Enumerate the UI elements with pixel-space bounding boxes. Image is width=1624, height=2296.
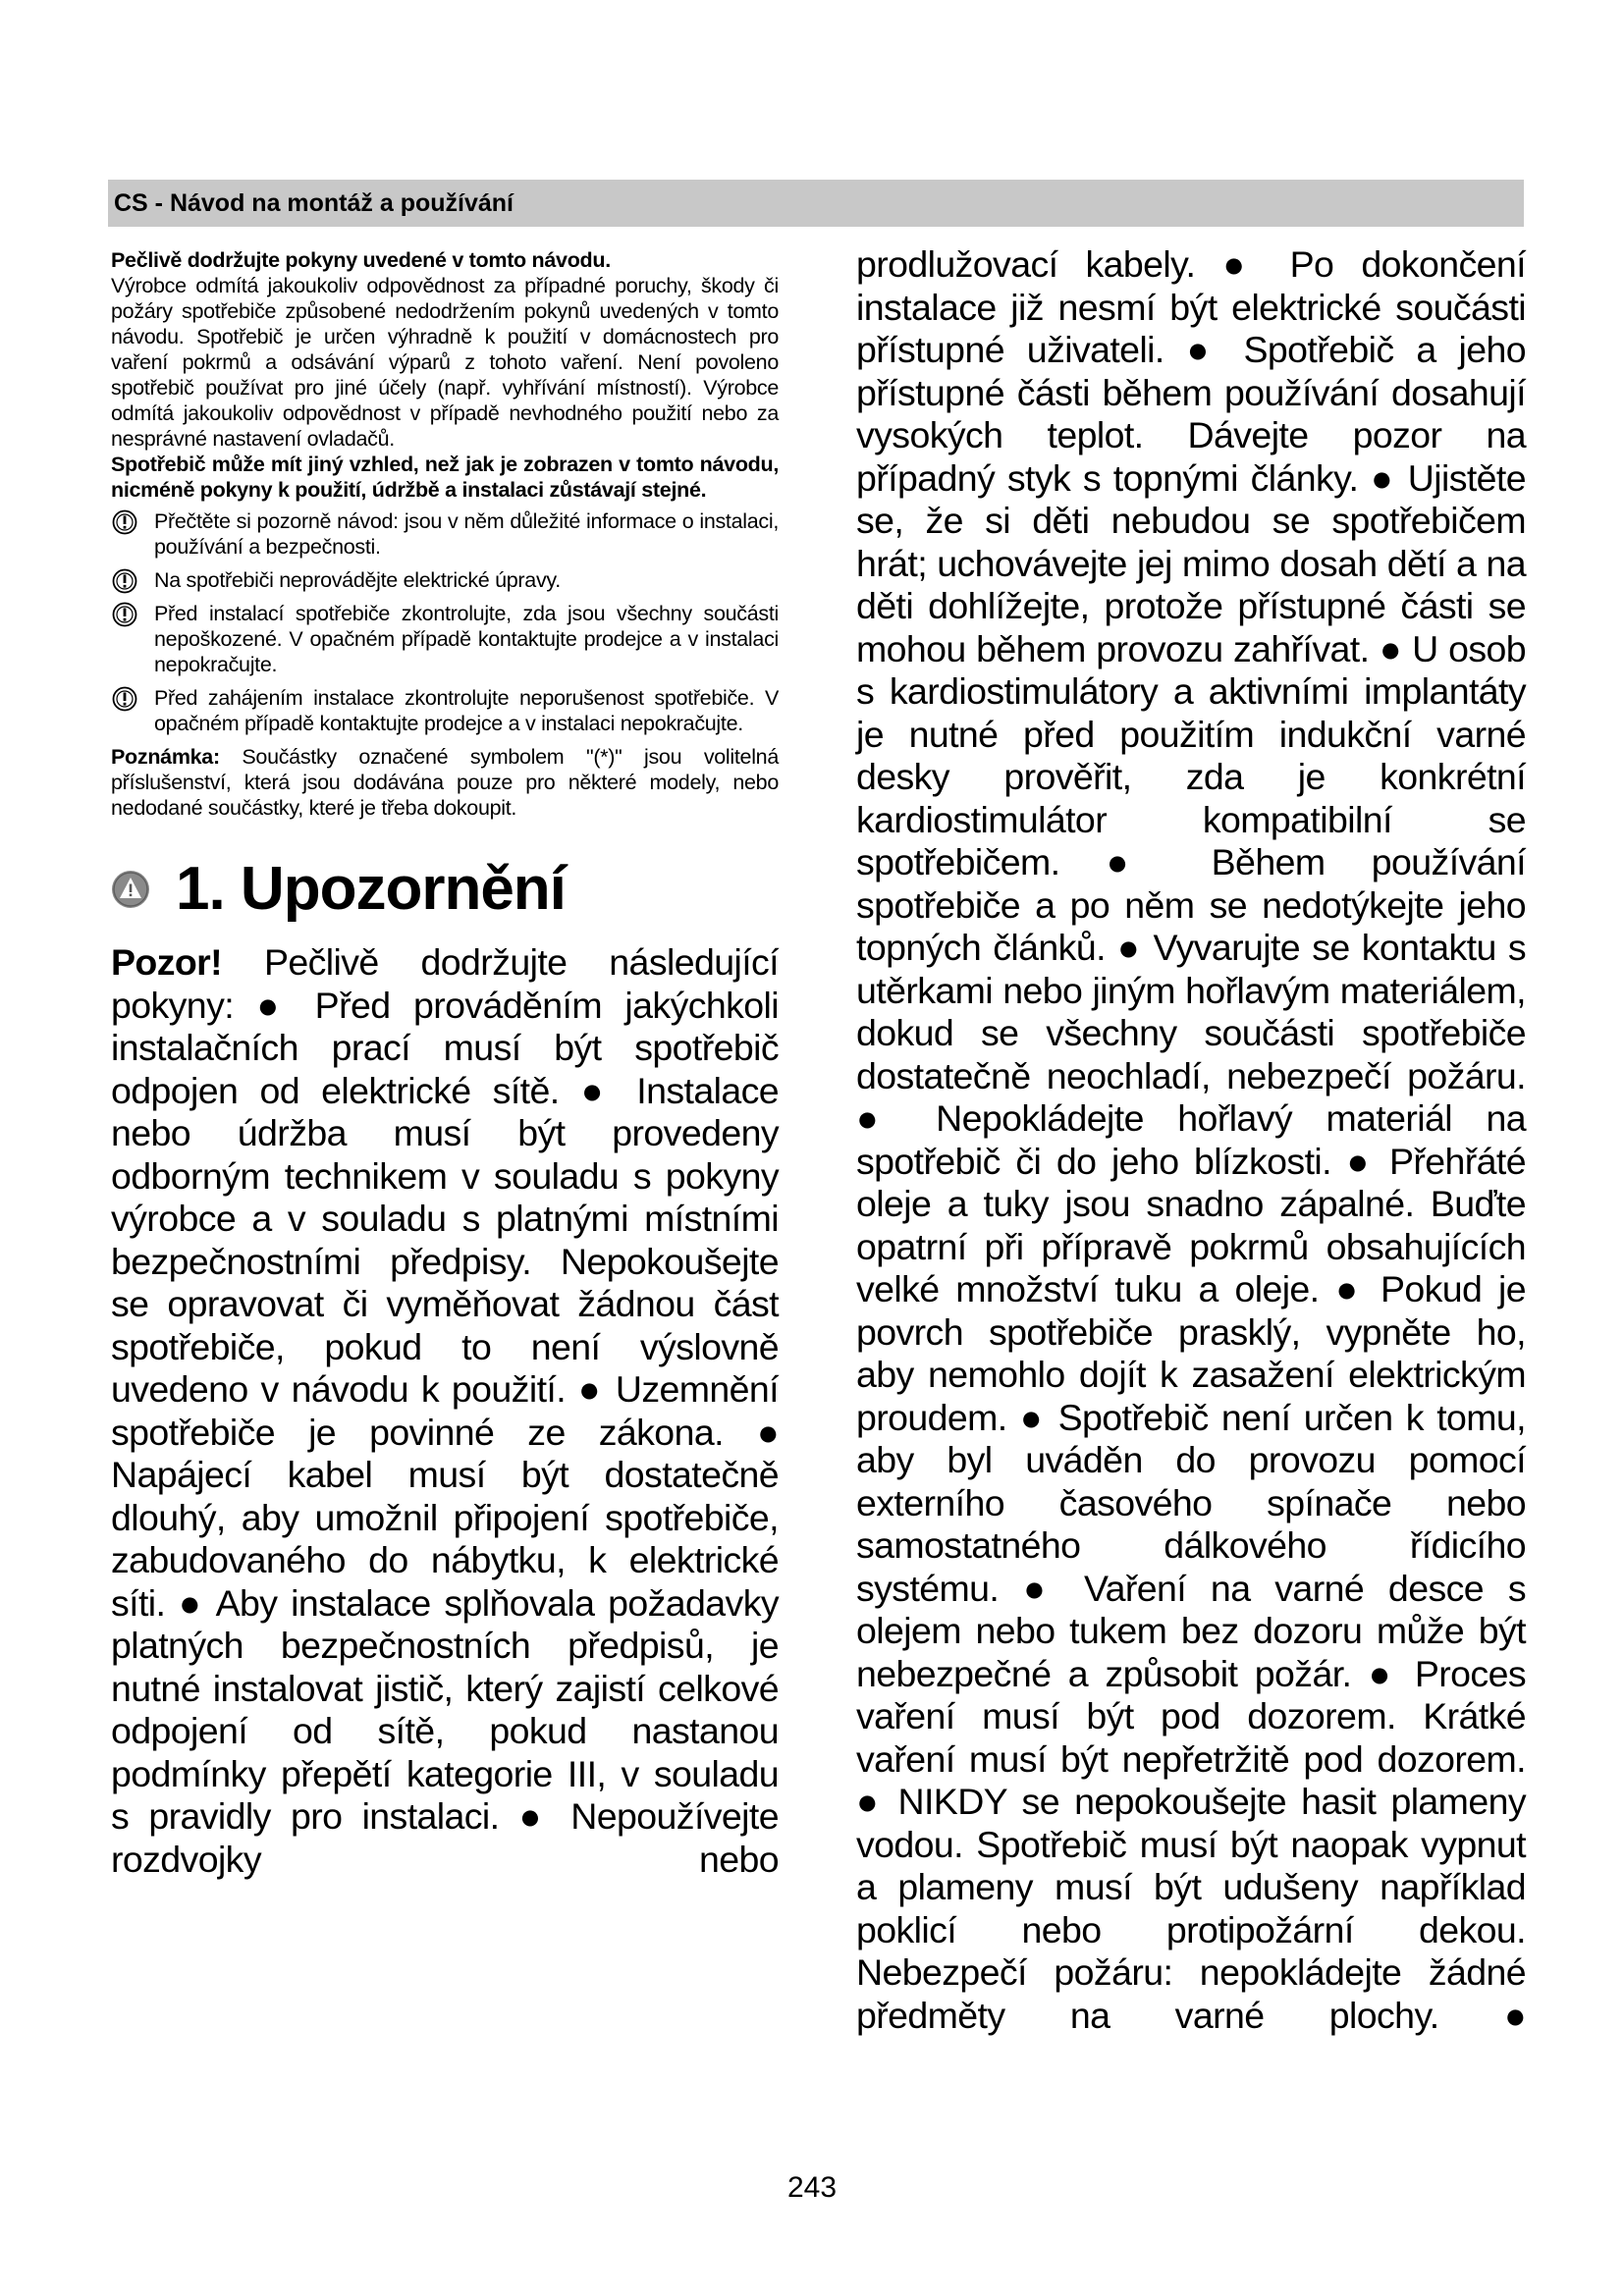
warning-item (111, 508, 779, 560)
section-heading: 1. Upozornění (176, 855, 566, 923)
warning-text: Před instalací spotřebiče zkontrolujte, zda jsou všechny součásti nepoškozené. V opačném případě kontaktujte prodejce a v instalaci nepokračujte. (154, 602, 779, 676)
warning-text: Na spotřebiči neprovádějte elektrické úpravy. (154, 568, 561, 592)
warning-text: Přečtěte si pozorně návod: jsou v něm důležité informace o instalaci, používání a bezpečnosti. (154, 509, 779, 559)
warning-item (111, 685, 779, 736)
page-number: 243 (786, 2171, 838, 2204)
warning-triangle-icon (111, 870, 150, 909)
warning-text: Před zahájením instalace zkontrolujte neporušenost spotřebiče. V opačném případě kontaktujte prodejce a v instalaci nepokračujte. (154, 686, 779, 735)
note-label: Poznámka: (111, 745, 220, 769)
intro-paragraph: Výrobce odmítá jakoukoliv odpovědnost za případné poruchy, škody či požáry spotřebiče způsobené nedodržením pokynů uvedených v tomto návodu. Spotřebič je určen výhradně k použití v domácnostech pro vaření pokrmů a odsávání výparů z tohoto vaření. Není povoleno spotřebič používat pro jiné účely (např. vyhřívání místností). Výrobce odmítá jakoukoliv odpovědnost v případě nevhodného použití nebo za nesprávné nastavení ovladačů. (111, 274, 779, 451)
header-title: CS - Návod na montáž a používání (114, 189, 514, 217)
warnings-body-right: prodlužovací kabely. ● Po dokončení instalace již nesmí být elektrické součásti přístupné uživateli. ● Spotřebič a jeho přístupné části během používání dosahují vysokých teplot. Dávejte pozor na případný styk s topnými články. ● Ujistěte se, že si děti nebudou se spotřebičem hrát; uchovávejte jej mimo dosah dětí a na děti dohlížejte, protože přístupné části se mohou během provozu zahřívat. ● U osob s kardiostimulátory a aktivními implantáty je nutné před použitím indukční varné desky prověřit, zda je konkrétní kardiostimulátor kompatibilní se spotřebičem. ● Během používání spotřebiče a po něm se nedotýkejte jeho topných článků. ● Vyvarujte se kontaktu s utěrkami nebo jiným hořlavým materiálem, dokud se všechny součásti spotřebiče dostatečně neochladí, nebezpečí požáru. ● Nepokládejte hořlavý materiál na spotřebič či do jeho blízkosti. ● Přehřáté oleje a tuky jsou snadno zápalné. Buďte opatrní při přípravě pokrmů obsahujících velké množství tuku a oleje. ● Pokud je povrch spotřebiče prasklý, vypněte ho, aby nemohlo dojít k zasažení elektrickým proudem. ● Spotřebič není určen k tomu, aby byl uváděn do provozu pomocí externího časového spínače nebo samostatného dálkového řídicího systému. ● Vaření na varné desce s olejem nebo tukem bez dozoru může být nebezpečné a způsobit požár. ● Proces vaření musí být pod dozorem. Krátké vaření musí být nepřetržitě pod dozorem. ● NIKDY se nepokoušejte hasit plameny vodou. Spotřebič musí být naopak vypnut a plameny musí být udušeny například poklicí nebo protipožární dekou. Nebezpečí požáru: nepokládejte žádné předměty na varné plochy. ● (856, 243, 1526, 2036)
appearance-note: Spotřebič může mít jiný vzhled, než jak je zobrazen v tomto návodu, nicméně pokyny k použití, údržbě a instalaci zůstávají stejné. (111, 453, 779, 502)
warning-item (111, 567, 779, 593)
header-bar (108, 180, 1524, 227)
left-column (111, 247, 779, 1881)
right-column (856, 243, 1526, 2037)
note-text: Součástky označené symbolem "(*)" jsou volitelná příslušenství, která jsou dodávána pouze pro některé modely, nebo nedodané součástky, které je třeba dokoupit. (111, 745, 779, 820)
note-paragraph (111, 744, 779, 821)
intro-heading: Pečlivě dodržujte pokyny uvedené v tomto návodu. (111, 248, 611, 272)
warning-item (111, 601, 779, 677)
warnings-left-text: Pečlivě dodržujte následující pokyny: ● Před prováděním jakýchkoli instalačních prací musí být spotřebič odpojen od elektrické sítě. ● Instalace nebo údržba musí být provedeny odborným technikem v souladu s pokyny výrobce a v souladu s platnými místními bezpečnostními předpisy. Nepokoušejte se opravovat či vyměňovat žádnou část spotřebiče, pokud to není výslovně uvedeno v návodu k použití. ● Uzemnění spotřebiče je povinné ze zákona. ● Napájecí kabel musí být dostatečně dlouhý, aby umožnil připojení spotřebiče, zabudovaného do nábytku, k elektrické síti. ● Aby instalace splňovala požadavky platných bezpečnostních předpisů, je nutné instalovat jistič, který zajistí celkové odpojení od sítě, pokud nastanou podmínky přepětí kategorie III, v souladu s pravidly pro instalaci. ● Nepoužívejte rozdvojky nebo (111, 941, 779, 1880)
caution-icon (111, 601, 138, 628)
warnings-body-left (111, 941, 779, 1881)
caution-icon (111, 685, 138, 713)
caution-icon (111, 567, 138, 595)
section-title (111, 854, 779, 924)
caution-icon (111, 508, 138, 536)
pozor-label: Pozor! (111, 941, 223, 983)
